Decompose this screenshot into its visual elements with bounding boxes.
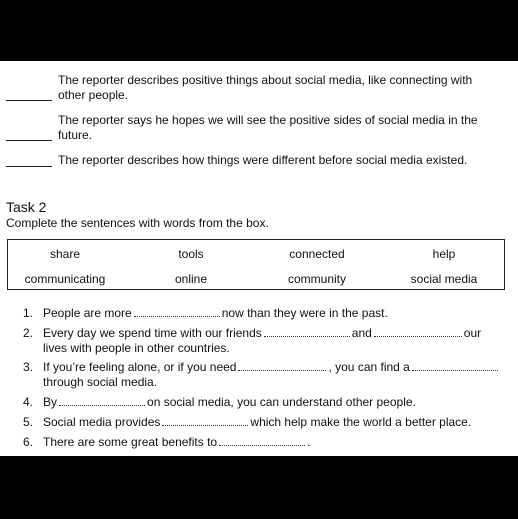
question-text: If you’re feeling alone, or if you need xyxy=(43,360,237,374)
answer-blank[interactable] xyxy=(412,360,498,371)
question-text: Every day we spend time with our friends xyxy=(43,326,262,340)
word-box-item: share xyxy=(49,247,81,261)
question-number: 2. xyxy=(23,326,34,340)
word-box-item: communicating xyxy=(24,272,106,286)
statement-line: The reporter says he hopes we will see the positive sides of social media in the xyxy=(58,113,478,127)
word-box-item: social media xyxy=(410,272,478,286)
question-text: There are some great benefits to xyxy=(43,435,218,449)
question-text: now than they were in the past. xyxy=(221,306,388,320)
answer-blank[interactable] xyxy=(6,140,52,141)
statement-line: other people. xyxy=(58,88,129,102)
task-title: Task 2 xyxy=(6,199,47,215)
question-text: People are more xyxy=(43,306,132,320)
question-text: our xyxy=(463,326,482,340)
question-text: lives with people in other countries. xyxy=(43,341,230,355)
question-text: through social media. xyxy=(43,375,158,389)
question-text: which help make the world a better place. xyxy=(250,415,472,429)
word-box-item: help xyxy=(432,247,456,261)
question-number: 3. xyxy=(23,360,34,374)
statement-line: future. xyxy=(58,128,93,142)
question-text: By xyxy=(43,395,58,409)
worksheet-page xyxy=(0,61,518,456)
word-box-item: tools xyxy=(178,247,204,261)
statement-line: The reporter describes how things were different before social media existed. xyxy=(58,153,468,167)
answer-blank[interactable] xyxy=(6,166,52,167)
word-box xyxy=(7,239,505,290)
answer-blank[interactable] xyxy=(6,100,52,101)
answer-blank[interactable] xyxy=(162,415,248,426)
question-number: 6. xyxy=(23,435,34,449)
answer-blank[interactable] xyxy=(134,306,220,317)
word-box-item: online xyxy=(174,272,208,286)
answer-blank[interactable] xyxy=(219,435,305,446)
question-number: 5. xyxy=(23,415,34,429)
word-box-item: connected xyxy=(289,247,345,261)
word-box-item: community xyxy=(287,272,347,286)
question-text: on social media, you can understand other people. xyxy=(147,395,416,409)
answer-blank[interactable] xyxy=(264,326,350,337)
answer-blank[interactable] xyxy=(59,395,145,406)
statement-line: The reporter describes positive things about social media, like connecting with xyxy=(58,73,473,87)
question-number: 4. xyxy=(23,395,34,409)
answer-blank[interactable] xyxy=(374,326,462,337)
question-text: and xyxy=(351,326,372,340)
question-text: . xyxy=(307,435,311,449)
task-instruction: Complete the sentences with words from the box. xyxy=(6,216,269,230)
question-text: Social media provides xyxy=(43,415,161,429)
question-number: 1. xyxy=(23,306,34,320)
answer-blank[interactable] xyxy=(238,360,326,371)
question-text: , you can find a xyxy=(328,360,410,374)
